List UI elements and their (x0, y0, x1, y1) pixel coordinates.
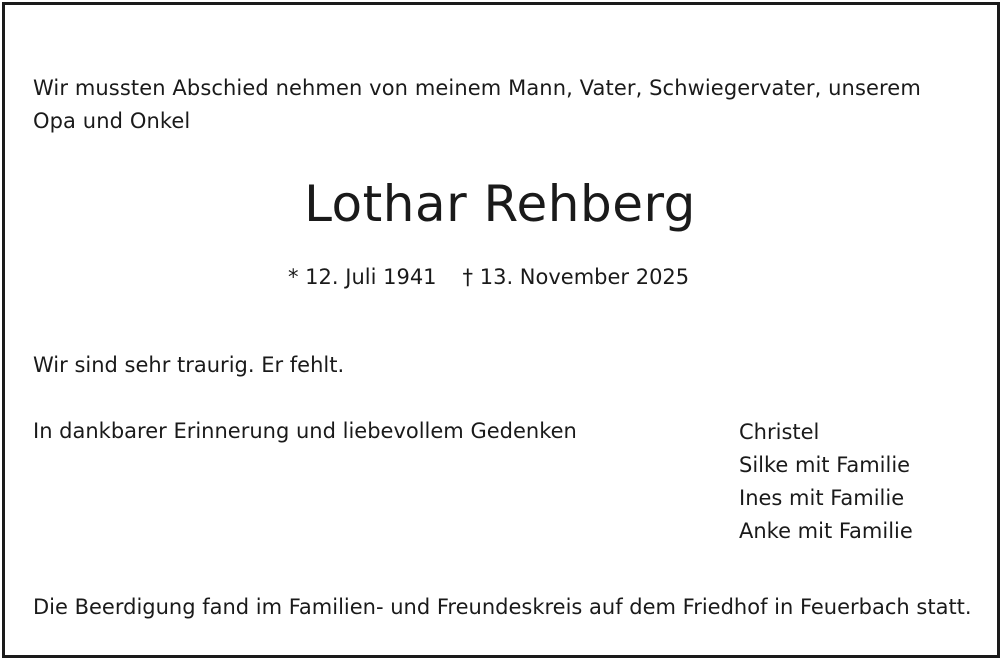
sad-line: Wir sind sehr traurig. Er fehlt. (33, 353, 345, 377)
birth-date: * 12. Juli 1941 (288, 265, 437, 289)
funeral-note: Die Beerdigung fand im Familien- und Freundeskreis auf dem Friedhof in Feuerbach statt. (33, 595, 972, 619)
memory-line: In dankbarer Erinnerung und liebevollem Gedenken (33, 419, 577, 443)
mourners-list (739, 416, 913, 548)
mourner-christel: Christel (739, 420, 820, 444)
life-dates (288, 262, 689, 292)
intro-text: Wir mussten Abschied nehmen von meinem Mann, Vater, Schwiegervater, unserem Opa und Onkel (33, 76, 921, 133)
death-date: † 13. November 2025 (462, 265, 690, 289)
mourner-ines: Ines mit Familie (739, 486, 905, 510)
deceased-name: Lothar Rehberg (304, 175, 696, 233)
mourner-silke: Silke mit Familie (739, 453, 911, 477)
mourner-anke: Anke mit Familie (739, 519, 913, 543)
